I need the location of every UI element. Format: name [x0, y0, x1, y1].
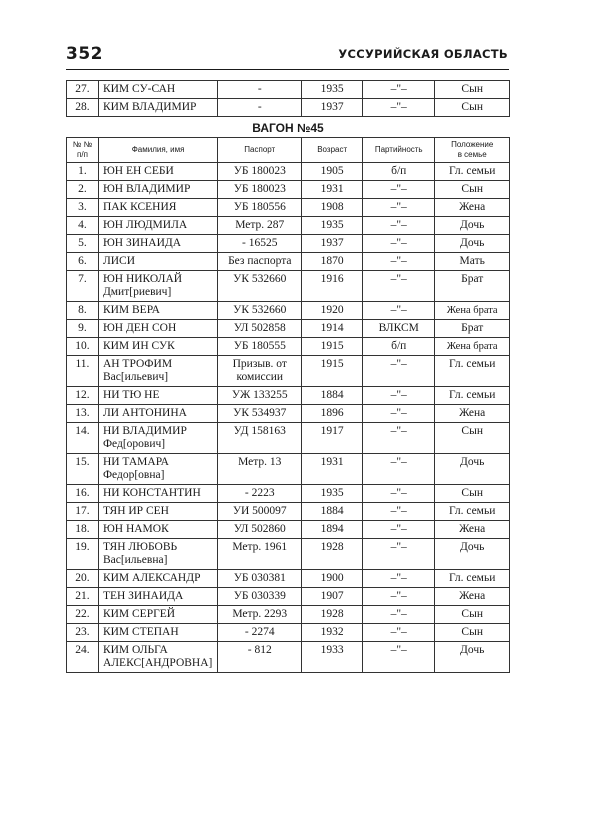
- row-position: Брат: [435, 320, 510, 338]
- row-number: 23.: [67, 624, 99, 642]
- row-passport: [218, 181, 302, 199]
- row-number: 18.: [67, 521, 99, 539]
- row-age: 1928: [302, 539, 363, 570]
- row-name: [98, 181, 217, 199]
- row-passport-line1: УБ 180556: [233, 201, 286, 213]
- row-name-line1: ТЕН ЗИНАИДА: [102, 590, 184, 602]
- row-position: Мать: [435, 253, 510, 271]
- row-age: 1935: [302, 217, 363, 235]
- table-row: [67, 588, 510, 606]
- running-title: УССУРИЙСКАЯ ОБЛАСТЬ: [338, 47, 508, 61]
- row-age: 1917: [302, 423, 363, 454]
- row-position: Дочь: [435, 642, 510, 673]
- row-name-line2: АЛЕКС[АНДРОВНА]: [102, 657, 213, 669]
- row-party: –"–: [363, 181, 435, 199]
- row-position: Брат: [435, 271, 510, 302]
- row-party: –"–: [363, 271, 435, 302]
- row-age: 1935: [302, 81, 363, 99]
- column-header-row: [67, 138, 510, 163]
- row-passport: [218, 253, 302, 271]
- row-passport: [218, 606, 302, 624]
- row-name: [98, 606, 217, 624]
- table-row: [67, 454, 510, 485]
- row-number: 5.: [67, 235, 99, 253]
- table-row: [67, 320, 510, 338]
- row-party: –"–: [363, 539, 435, 570]
- row-name-line1: КИМ СУ-САН: [102, 83, 176, 95]
- row-number: 19.: [67, 539, 99, 570]
- row-passport: [218, 338, 302, 356]
- row-position: Дочь: [435, 235, 510, 253]
- row-party: –"–: [363, 642, 435, 673]
- row-passport: [218, 163, 302, 181]
- row-party: –"–: [363, 588, 435, 606]
- row-passport-line1: УК 534937: [233, 407, 287, 419]
- row-name-line1: ЮН НАМОК: [102, 523, 169, 535]
- row-number: 13.: [67, 405, 99, 423]
- row-age: 1931: [302, 181, 363, 199]
- row-party: –"–: [363, 99, 435, 117]
- row-number: 11.: [67, 356, 99, 387]
- row-passport: [218, 485, 302, 503]
- continuation-table: [66, 80, 510, 117]
- row-number: 16.: [67, 485, 99, 503]
- table-row: [67, 99, 510, 117]
- row-name-line2: Фед[орович]: [102, 438, 166, 450]
- row-number: 12.: [67, 387, 99, 405]
- row-name: [98, 642, 217, 673]
- row-passport-line1: УЖ 133255: [231, 389, 288, 401]
- row-name-line1: КИМ СЕРГЕЙ: [102, 608, 176, 620]
- row-number: 27.: [67, 81, 99, 99]
- row-party: –"–: [363, 217, 435, 235]
- row-position: Сын: [435, 485, 510, 503]
- row-passport-line1: Метр. 287: [235, 219, 285, 231]
- row-position: Жена: [435, 588, 510, 606]
- col-num-line2: п/п: [77, 150, 88, 159]
- row-name-line1: КИМ ИН СУК: [102, 340, 175, 352]
- row-age: 1896: [302, 405, 363, 423]
- row-age: 1935: [302, 485, 363, 503]
- row-position: Сын: [435, 606, 510, 624]
- row-passport: [218, 423, 302, 454]
- row-name: [98, 423, 217, 454]
- row-age: 1928: [302, 606, 363, 624]
- row-position: Сын: [435, 423, 510, 454]
- row-party: –"–: [363, 423, 435, 454]
- row-age: 1915: [302, 338, 363, 356]
- row-passport-line1: - 2274: [244, 626, 275, 638]
- row-passport: [218, 320, 302, 338]
- row-name-line1: ЮН ЗИНАИДА: [102, 237, 182, 249]
- row-number: 1.: [67, 163, 99, 181]
- row-name-line2: Вас[ильевич]: [102, 371, 169, 383]
- row-age: 1900: [302, 570, 363, 588]
- col-position-header: [435, 138, 510, 163]
- row-passport: [218, 271, 302, 302]
- table-row: [67, 624, 510, 642]
- row-name: [98, 235, 217, 253]
- row-passport: [218, 454, 302, 485]
- row-age: 1937: [302, 99, 363, 117]
- row-passport-line1: Призыв. от: [232, 358, 287, 370]
- table-row: [67, 302, 510, 320]
- row-number: 17.: [67, 503, 99, 521]
- row-name-line1: ЮН ЕН СЕБИ: [102, 165, 174, 177]
- row-name-line1: АН ТРОФИМ: [102, 358, 173, 370]
- row-number: 7.: [67, 271, 99, 302]
- row-passport-line1: Метр. 13: [238, 456, 282, 468]
- table-row: [67, 642, 510, 673]
- row-name: [98, 539, 217, 570]
- row-number: 15.: [67, 454, 99, 485]
- row-position: Гл. семьи: [435, 163, 510, 181]
- row-age: 1933: [302, 642, 363, 673]
- table-row: [67, 606, 510, 624]
- row-position: Жена: [435, 199, 510, 217]
- table-row: [67, 81, 510, 99]
- wagon-title: ВАГОН №45: [67, 119, 510, 138]
- row-name-line1: ЮН ДЕН СОН: [102, 322, 177, 334]
- table-row: [67, 181, 510, 199]
- row-name-line1: КИМ СТЕПАН: [102, 626, 179, 638]
- row-name: [98, 521, 217, 539]
- row-name-line1: ТЯН ЛЮБОВЬ: [102, 541, 178, 553]
- row-position: Сын: [435, 81, 510, 99]
- row-number: 10.: [67, 338, 99, 356]
- row-position: Гл. семьи: [435, 570, 510, 588]
- table-row: [67, 338, 510, 356]
- row-passport: [218, 356, 302, 387]
- row-party: ВЛКСМ: [363, 320, 435, 338]
- row-name: [98, 271, 217, 302]
- row-passport-line1: Метр. 1961: [232, 541, 288, 553]
- row-name-line1: ЛИСИ: [102, 255, 136, 267]
- row-name: [98, 387, 217, 405]
- row-passport-line1: УБ 180023: [233, 183, 286, 195]
- row-name: [98, 320, 217, 338]
- table-row: [67, 253, 510, 271]
- row-number: 24.: [67, 642, 99, 673]
- row-party: –"–: [363, 624, 435, 642]
- row-position: Дочь: [435, 539, 510, 570]
- row-name: [98, 253, 217, 271]
- row-party: –"–: [363, 503, 435, 521]
- row-party: –"–: [363, 454, 435, 485]
- row-position: Гл. семьи: [435, 356, 510, 387]
- table-row: [67, 163, 510, 181]
- row-party: –"–: [363, 387, 435, 405]
- row-name-line1: НИ КОНСТАНТИН: [102, 487, 201, 499]
- row-passport-line1: -: [257, 101, 262, 113]
- row-position: Сын: [435, 624, 510, 642]
- row-passport-line1: Метр. 2293: [232, 608, 288, 620]
- row-position: Гл. семьи: [435, 387, 510, 405]
- row-age: 1915: [302, 356, 363, 387]
- row-name-line1: ПАК КСЕНИЯ: [102, 201, 177, 213]
- row-passport: [218, 539, 302, 570]
- row-age: 1914: [302, 320, 363, 338]
- row-position: Дочь: [435, 454, 510, 485]
- row-passport: [218, 503, 302, 521]
- row-position: Жена брата: [435, 302, 510, 320]
- row-passport: [218, 521, 302, 539]
- row-name: [98, 485, 217, 503]
- row-passport-line1: - 2223: [244, 487, 275, 499]
- row-name: [98, 217, 217, 235]
- row-position: Сын: [435, 99, 510, 117]
- row-number: 4.: [67, 217, 99, 235]
- row-passport: [218, 235, 302, 253]
- row-passport: [218, 642, 302, 673]
- row-passport-line1: УК 532660: [233, 273, 287, 285]
- row-passport: [218, 81, 302, 99]
- row-passport: [218, 302, 302, 320]
- col-num-header: [67, 138, 99, 163]
- row-age: 1894: [302, 521, 363, 539]
- row-name-line1: ЛИ АНТОНИНА: [102, 407, 187, 419]
- table-row: [67, 235, 510, 253]
- row-passport-line1: Без паспорта: [228, 255, 292, 267]
- col-position-line1: Положение: [451, 140, 494, 149]
- row-name: [98, 99, 217, 117]
- row-name-line2: Федор[овна]: [102, 469, 165, 481]
- row-party: –"–: [363, 235, 435, 253]
- row-passport-line1: УЛ 502860: [233, 523, 286, 535]
- row-name-line1: НИ ТЮ НЕ: [102, 389, 160, 401]
- row-party: –"–: [363, 253, 435, 271]
- table-row: [67, 271, 510, 302]
- row-party: –"–: [363, 521, 435, 539]
- table-row: [67, 199, 510, 217]
- row-party: –"–: [363, 485, 435, 503]
- row-age: 1907: [302, 588, 363, 606]
- row-name: [98, 570, 217, 588]
- row-name: [98, 405, 217, 423]
- row-position: Гл. семьи: [435, 503, 510, 521]
- row-passport: [218, 199, 302, 217]
- row-name-line1: ЮН НИКОЛАЙ: [102, 273, 183, 285]
- row-position: Жена: [435, 405, 510, 423]
- row-name-line1: НИ ТАМАРА: [102, 456, 169, 468]
- row-passport-line1: УИ 500097: [232, 505, 287, 517]
- row-number: 6.: [67, 253, 99, 271]
- row-name-line1: КИМ ВЛАДИМИР: [102, 101, 197, 113]
- row-number: 21.: [67, 588, 99, 606]
- table-row: [67, 485, 510, 503]
- row-party: –"–: [363, 570, 435, 588]
- row-name-line1: КИМ АЛЕКСАНДР: [102, 572, 201, 584]
- row-number: 9.: [67, 320, 99, 338]
- row-position: Дочь: [435, 217, 510, 235]
- row-age: 1916: [302, 271, 363, 302]
- row-passport: [218, 624, 302, 642]
- row-passport: [218, 588, 302, 606]
- row-age: 1908: [302, 199, 363, 217]
- row-position: Жена: [435, 521, 510, 539]
- row-number: 14.: [67, 423, 99, 454]
- row-passport: [218, 570, 302, 588]
- table-row: [67, 356, 510, 387]
- row-name-line1: КИМ ВЕРА: [102, 304, 160, 316]
- row-name-line2: Вас[ильевна]: [102, 554, 168, 566]
- row-party: –"–: [363, 199, 435, 217]
- row-age: 1884: [302, 387, 363, 405]
- row-passport-line1: УЛ 502858: [233, 322, 286, 334]
- row-age: 1931: [302, 454, 363, 485]
- row-number: 28.: [67, 99, 99, 117]
- row-name: [98, 588, 217, 606]
- row-name: [98, 302, 217, 320]
- col-name-header: Фамилия, имя: [98, 138, 217, 163]
- row-name: [98, 199, 217, 217]
- row-party: –"–: [363, 302, 435, 320]
- table-row: [67, 217, 510, 235]
- row-passport-line1: УБ 180555: [233, 340, 286, 352]
- row-name: [98, 454, 217, 485]
- row-passport-line1: УБ 180023: [233, 165, 286, 177]
- table-row: [67, 570, 510, 588]
- row-passport-line1: УК 532660: [233, 304, 287, 316]
- table-row: [67, 539, 510, 570]
- row-party: –"–: [363, 405, 435, 423]
- row-name: [98, 356, 217, 387]
- row-name: [98, 338, 217, 356]
- header-rule: [66, 69, 509, 70]
- page-number: 352: [66, 44, 103, 64]
- row-name-line1: НИ ВЛАДИМИР: [102, 425, 187, 437]
- row-name: [98, 503, 217, 521]
- row-party: б/п: [363, 163, 435, 181]
- row-name: [98, 81, 217, 99]
- row-passport-line1: -: [257, 83, 262, 95]
- row-passport-line1: - 16525: [242, 237, 278, 249]
- row-party: –"–: [363, 606, 435, 624]
- col-party-header: Партийность: [363, 138, 435, 163]
- row-name: [98, 624, 217, 642]
- wagon-table: [66, 119, 510, 673]
- row-age: 1884: [302, 503, 363, 521]
- row-number: 8.: [67, 302, 99, 320]
- table-row: [67, 503, 510, 521]
- row-number: 2.: [67, 181, 99, 199]
- row-passport: [218, 387, 302, 405]
- row-name-line2: Дмит[риевич]: [102, 286, 172, 298]
- table-row: [67, 521, 510, 539]
- row-passport: [218, 217, 302, 235]
- row-name-line1: ЮН ЛЮДМИЛА: [102, 219, 188, 231]
- table-row: [67, 387, 510, 405]
- row-party: –"–: [363, 356, 435, 387]
- row-number: 22.: [67, 606, 99, 624]
- row-passport: [218, 99, 302, 117]
- col-age-header: Возраст: [302, 138, 363, 163]
- row-number: 20.: [67, 570, 99, 588]
- col-position-line2: в семье: [457, 150, 487, 159]
- row-passport-line1: - 812: [247, 644, 272, 656]
- table-row: [67, 423, 510, 454]
- col-passport-header: Паспорт: [218, 138, 302, 163]
- row-name-line1: ЮН ВЛАДИМИР: [102, 183, 191, 195]
- row-position: Жена брата: [435, 338, 510, 356]
- row-age: 1932: [302, 624, 363, 642]
- row-passport-line1: УБ 030381: [233, 572, 286, 584]
- col-num-line1: № №: [72, 140, 93, 149]
- table-row: [67, 405, 510, 423]
- row-age: 1905: [302, 163, 363, 181]
- row-passport-line2: комиссии: [236, 371, 283, 383]
- row-passport: [218, 405, 302, 423]
- row-name-line1: КИМ ОЛЬГА: [102, 644, 168, 656]
- row-number: 3.: [67, 199, 99, 217]
- row-age: 1920: [302, 302, 363, 320]
- row-name: [98, 163, 217, 181]
- row-party: –"–: [363, 81, 435, 99]
- row-age: 1870: [302, 253, 363, 271]
- row-name-line1: ТЯН ИР СЕН: [102, 505, 169, 517]
- row-party: б/п: [363, 338, 435, 356]
- row-passport-line1: УД 158163: [233, 425, 286, 437]
- row-position: Сын: [435, 181, 510, 199]
- row-passport-line1: УБ 030339: [233, 590, 286, 602]
- row-age: 1937: [302, 235, 363, 253]
